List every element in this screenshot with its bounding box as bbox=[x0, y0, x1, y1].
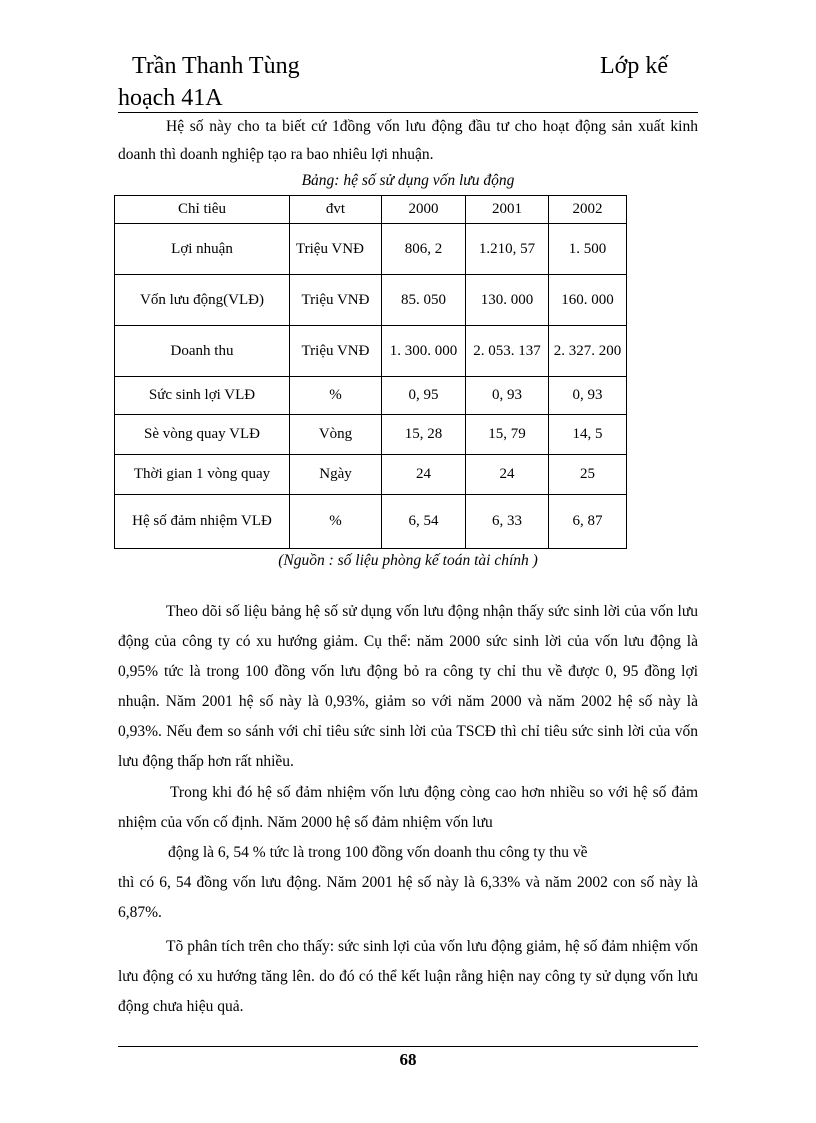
analysis-paragraph bbox=[118, 778, 698, 868]
value-cell: 130. 000 bbox=[466, 275, 549, 326]
unit-cell: Triệu VNĐ bbox=[290, 224, 382, 275]
value-cell: 0, 93 bbox=[466, 377, 549, 415]
value-cell: 25 bbox=[549, 455, 627, 495]
table-header-row bbox=[115, 196, 627, 224]
value-cell: 24 bbox=[466, 455, 549, 495]
value-cell: 14, 5 bbox=[549, 415, 627, 455]
value-cell: 2. 053. 137 bbox=[466, 326, 549, 377]
header-cell: Chỉ tiêu bbox=[115, 196, 290, 224]
table-row bbox=[115, 415, 627, 455]
table-row bbox=[115, 377, 627, 415]
value-cell: 85. 050 bbox=[382, 275, 466, 326]
value-cell: 806, 2 bbox=[382, 224, 466, 275]
table-row bbox=[115, 455, 627, 495]
class-name: Lớp kế bbox=[600, 53, 669, 79]
value-cell: 0, 93 bbox=[549, 377, 627, 415]
value-cell: 6, 87 bbox=[549, 495, 627, 549]
row-label: Hệ số đảm nhiệm VLĐ bbox=[115, 495, 290, 549]
unit-cell: Ngày bbox=[290, 455, 382, 495]
author-name: Trần Thanh Tùng bbox=[132, 53, 300, 79]
row-label: Thời gian 1 vòng quay bbox=[115, 455, 290, 495]
paragraph-text: Trong khi đó hệ số đảm nhiệm vốn lưu động còng cao hơn nhiều so với hệ số đảm nhiệm của vốn cố định. Năm 2000 hệ số đảm nhiệm vốn lưu bbox=[118, 784, 698, 831]
row-label: Lợi nhuận bbox=[115, 224, 290, 275]
value-cell: 24 bbox=[382, 455, 466, 495]
value-cell: 160. 000 bbox=[549, 275, 627, 326]
row-label: Sè vòng quay VLĐ bbox=[115, 415, 290, 455]
page-header-author bbox=[118, 50, 300, 114]
unit-cell: Triệu VNĐ bbox=[290, 326, 382, 377]
row-label: Vốn lưu động(VLĐ) bbox=[115, 275, 290, 326]
class-name-continued: hoạch 41A bbox=[118, 85, 223, 111]
value-cell: 2. 327. 200 bbox=[549, 326, 627, 377]
value-cell: 6, 54 bbox=[382, 495, 466, 549]
value-cell: 15, 28 bbox=[382, 415, 466, 455]
page-number: 68 bbox=[399, 1050, 417, 1069]
header-cell: đvt bbox=[290, 196, 382, 224]
value-cell: 6, 33 bbox=[466, 495, 549, 549]
unit-cell: % bbox=[290, 495, 382, 549]
analysis-paragraph: Tõ phân tích trên cho thấy: sức sinh lợi của vốn lưu động giảm, hệ số đảm nhiệm vốn lưu động có xu hướng tăng lên. do đó có thể kết luận rằng hiện nay công ty sử dụng vốn lưu động chưa hiệu quả. bbox=[118, 938, 698, 1015]
header-cell: 2000 bbox=[382, 196, 466, 224]
working-capital-table bbox=[114, 195, 627, 549]
table-row bbox=[115, 275, 627, 326]
value-cell: 15, 79 bbox=[466, 415, 549, 455]
analysis-paragraph: thì có 6, 54 đồng vốn lưu động. Năm 2001 hệ số này là 6,33% và năm 2002 con số này là 6,87%. bbox=[118, 874, 698, 921]
paragraph-text: động là 6, 54 % tức là trong 100 đồng vốn doanh thu công ty thu về bbox=[168, 844, 588, 861]
unit-cell: Vòng bbox=[290, 415, 382, 455]
header-cell: 2001 bbox=[466, 196, 549, 224]
unit-cell: % bbox=[290, 377, 382, 415]
row-label: Sức sinh lợi VLĐ bbox=[115, 377, 290, 415]
value-cell: 1.210, 57 bbox=[466, 224, 549, 275]
footer-divider bbox=[118, 1046, 698, 1047]
table-row bbox=[115, 224, 627, 275]
table-row bbox=[115, 326, 627, 377]
value-cell: 1. 300. 000 bbox=[382, 326, 466, 377]
intro-paragraph: Hệ số này cho ta biết cứ 1đồng vốn lưu động đầu tư cho hoạt động sản xuất kinh doanh thì doanh nghiệp tạo ra bao nhiêu lợi nhuận. bbox=[118, 118, 698, 163]
value-cell: 1. 500 bbox=[549, 224, 627, 275]
unit-cell: Triệu VNĐ bbox=[290, 275, 382, 326]
row-label: Doanh thu bbox=[115, 326, 290, 377]
analysis-paragraph: Theo dõi số liệu bảng hệ số sử dụng vốn lưu động nhận thấy sức sinh lời của vốn lưu động của công ty có xu hướng giảm. Cụ thể: năm 2000 sức sinh lời của vốn lưu động là 0,95% tức là trong 100 đồng vốn lưu động bỏ ra công ty chỉ thu về được 0, 95 đồng lợi nhuận. Năm 2001 hệ số này là 0,93%, giảm so với năm 2000 và năm 2002 hệ số này là 0,93%. Nếu đem so sánh với chỉ tiêu sức sinh lời của TSCĐ thì chỉ tiêu sức sinh lời của vốn lưu động thấp hơn rất nhiều. bbox=[118, 603, 698, 770]
header-cell: 2002 bbox=[549, 196, 627, 224]
table-row bbox=[115, 495, 627, 549]
analysis-body bbox=[118, 597, 698, 1022]
table-source: (Nguồn : số liệu phòng kế toán tài chính ) bbox=[278, 552, 538, 569]
table-caption: Bảng: hệ số sử dụng vốn lưu động bbox=[301, 172, 515, 189]
value-cell: 0, 95 bbox=[382, 377, 466, 415]
